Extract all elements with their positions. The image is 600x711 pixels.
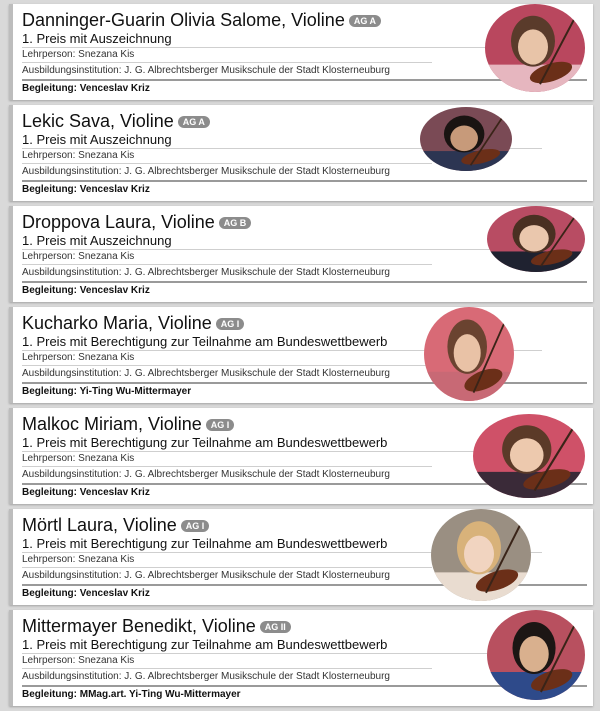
institution-text: Ausbildungsinstitution: J. G. Albrechtsberger Musikschule der Stadt Klosterneuburg [22,469,390,480]
teacher-text: Lehrperson: Snezana Kis [22,150,135,161]
student-photo [420,107,512,171]
age-group-badge: AG II [260,621,291,633]
age-group-badge: AG I [181,520,210,532]
student-name: Droppova Laura, Violine [22,212,215,232]
accompaniment-text: Begleitung: Venceslav Kriz [22,588,150,599]
student-photo [424,307,514,401]
institution-text: Ausbildungsinstitution: J. G. Albrechtsberger Musikschule der Stadt Klosterneuburg [22,166,390,177]
divider [22,249,542,250]
student-name: Kucharko Maria, Violine [22,313,212,333]
institution-text: Ausbildungsinstitution: J. G. Albrechtsberger Musikschule der Stadt Klosterneuburg [22,368,390,379]
result-card [9,307,593,403]
divider [22,264,432,265]
divider [22,668,432,669]
accompaniment-text: Begleitung: MMag.art. Yi-Ting Wu-Mittermayer [22,689,241,700]
age-group-badge: AG I [216,318,245,330]
teacher-text: Lehrperson: Snezana Kis [22,49,135,60]
institution-text: Ausbildungsinstitution: J. G. Albrechtsberger Musikschule der Stadt Klosterneuburg [22,570,390,581]
teacher-text: Lehrperson: Snezana Kis [22,352,135,363]
institution-text: Ausbildungsinstitution: J. G. Albrechtsberger Musikschule der Stadt Klosterneuburg [22,267,390,278]
institution-text: Ausbildungsinstitution: J. G. Albrechtsberger Musikschule der Stadt Klosterneuburg [22,65,390,76]
divider [22,281,587,283]
student-photo [487,206,585,272]
student-name: Mörtl Laura, Violine [22,515,177,535]
institution-text: Ausbildungsinstitution: J. G. Albrechtsberger Musikschule der Stadt Klosterneuburg [22,671,390,682]
student-heading [22,313,244,334]
divider [22,653,542,654]
student-heading [22,212,251,233]
student-photo [487,610,585,700]
award-text: 1. Preis mit Auszeichnung [22,31,172,46]
result-card [9,105,593,201]
divider [22,365,432,366]
divider [22,47,542,48]
accompaniment-text: Begleitung: Venceslav Kriz [22,285,150,296]
teacher-text: Lehrperson: Snezana Kis [22,453,135,464]
student-photo [431,509,531,601]
divider [22,62,432,63]
accompaniment-text: Begleitung: Venceslav Kriz [22,184,150,195]
divider [22,567,432,568]
student-photo [485,4,585,92]
result-card [9,610,593,706]
student-heading [22,10,381,31]
student-name: Lekic Sava, Violine [22,111,174,131]
student-name: Danninger-Guarin Olivia Salome, Violine [22,10,345,30]
accompaniment-text: Begleitung: Venceslav Kriz [22,487,150,498]
teacher-text: Lehrperson: Snezana Kis [22,554,135,565]
divider [22,451,542,452]
award-text: 1. Preis mit Auszeichnung [22,233,172,248]
award-text: 1. Preis mit Berechtigung zur Teilnahme am Bundeswettbewerb [22,435,388,450]
competition-results-list [9,4,593,711]
award-text: 1. Preis mit Berechtigung zur Teilnahme am Bundeswettbewerb [22,334,388,349]
award-text: 1. Preis mit Berechtigung zur Teilnahme am Bundeswettbewerb [22,637,388,652]
accompaniment-text: Begleitung: Yi-Ting Wu-Mittermayer [22,386,192,397]
award-text: 1. Preis mit Auszeichnung [22,132,172,147]
student-heading [22,515,209,536]
student-name: Mittermayer Benedikt, Violine [22,616,256,636]
result-card [9,408,593,504]
teacher-text: Lehrperson: Snezana Kis [22,251,135,262]
divider [22,466,432,467]
accompaniment-text: Begleitung: Venceslav Kriz [22,83,150,94]
age-group-badge: AG I [206,419,235,431]
student-photo [473,414,585,498]
result-card [9,509,593,605]
award-text: 1. Preis mit Berechtigung zur Teilnahme am Bundeswettbewerb [22,536,388,551]
age-group-badge: AG A [349,15,381,27]
student-heading [22,111,210,132]
result-card [9,4,593,100]
student-name: Malkoc Miriam, Violine [22,414,202,434]
age-group-badge: AG A [178,116,210,128]
student-heading [22,414,234,435]
divider [22,180,587,182]
age-group-badge: AG B [219,217,252,229]
divider [22,163,432,164]
result-card [9,206,593,302]
teacher-text: Lehrperson: Snezana Kis [22,655,135,666]
student-heading [22,616,291,637]
